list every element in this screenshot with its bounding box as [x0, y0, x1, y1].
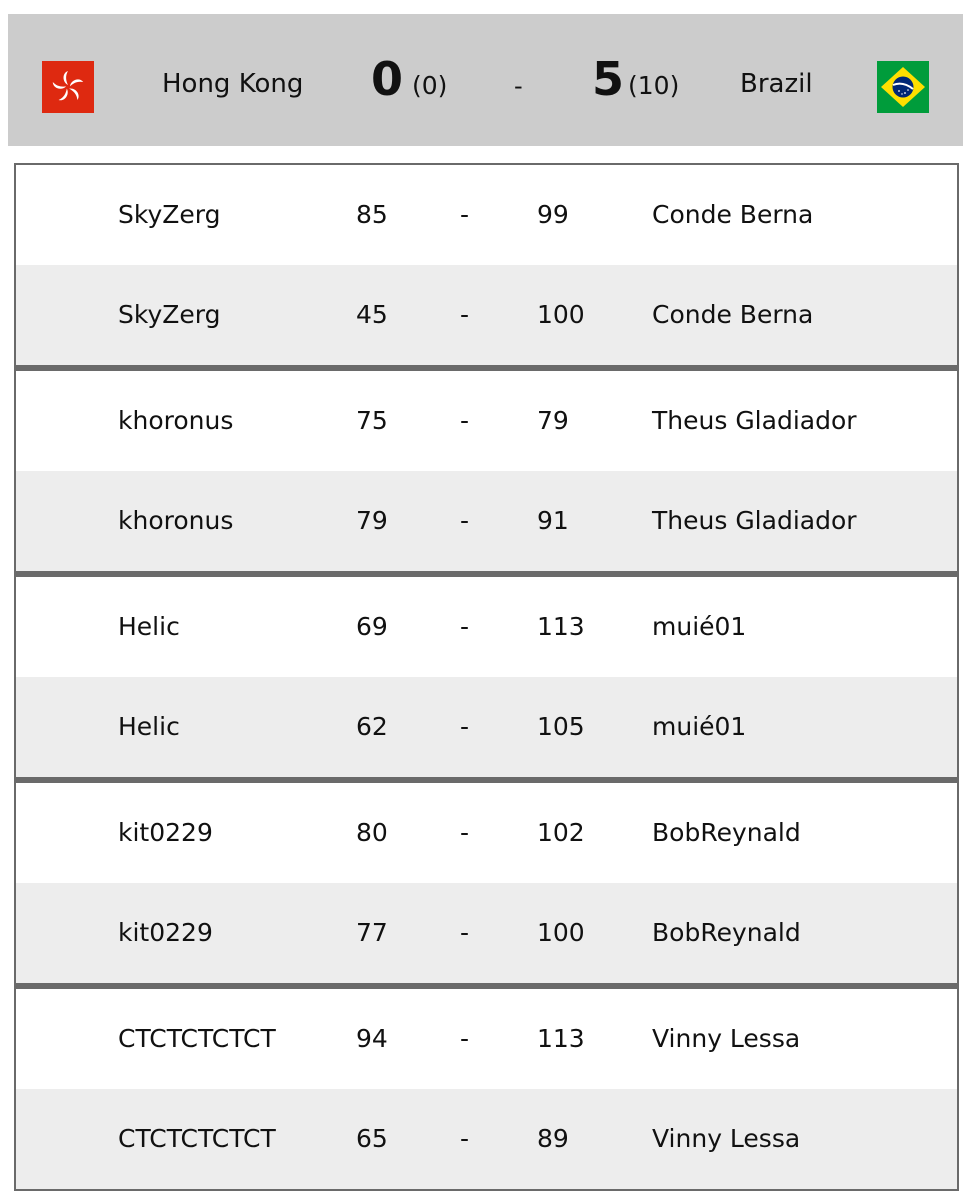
game-group [16, 165, 957, 371]
table-row [16, 1089, 957, 1189]
player-right-name: Theus Gladiador [652, 506, 857, 535]
team-left-map-score: (0) [412, 71, 448, 100]
player-left-name: kit0229 [118, 818, 213, 847]
player-left-name: khoronus [118, 506, 234, 535]
player-left-score: 80 [356, 818, 388, 847]
brazil-flag-icon [877, 61, 929, 113]
player-right-score: 89 [537, 1124, 569, 1153]
player-right-score: 105 [537, 712, 585, 741]
score-separator: - [460, 1024, 470, 1053]
score-separator: - [460, 712, 470, 741]
player-left-name: khoronus [118, 406, 234, 435]
table-row [16, 471, 957, 571]
player-right-score: 113 [537, 1024, 585, 1053]
score-separator: - [460, 1124, 470, 1153]
player-left-score: 65 [356, 1124, 388, 1153]
player-right-name: Conde Berna [652, 300, 814, 329]
player-left-score: 94 [356, 1024, 388, 1053]
player-right-name: muié01 [652, 712, 747, 741]
player-right-name: Theus Gladiador [652, 406, 857, 435]
team-right-map-score: (10) [628, 71, 680, 100]
table-row [16, 265, 957, 365]
player-right-score: 100 [537, 300, 585, 329]
match-header [8, 14, 963, 146]
player-right-score: 113 [537, 612, 585, 641]
table-row [16, 783, 957, 883]
game-group [16, 783, 957, 989]
player-right-score: 99 [537, 200, 569, 229]
game-group [16, 989, 957, 1189]
game-group [16, 371, 957, 577]
player-left-score: 75 [356, 406, 388, 435]
score-separator: - [460, 300, 470, 329]
team-right-score: 5 [592, 52, 625, 106]
score-separator: - [460, 506, 470, 535]
player-right-name: BobReynald [652, 818, 801, 847]
player-left-name: kit0229 [118, 918, 213, 947]
table-row [16, 577, 957, 677]
table-row [16, 677, 957, 777]
player-right-score: 100 [537, 918, 585, 947]
player-right-name: muié01 [652, 612, 747, 641]
player-left-score: 85 [356, 200, 388, 229]
score-separator: - [460, 612, 470, 641]
player-right-score: 91 [537, 506, 569, 535]
player-right-name: Conde Berna [652, 200, 814, 229]
results-table [14, 163, 959, 1191]
table-row [16, 883, 957, 983]
hong-kong-flag-icon [42, 61, 94, 113]
score-separator: - [460, 406, 470, 435]
player-left-name: Helic [118, 712, 180, 741]
team-left-score: 0 [371, 52, 404, 106]
score-separator: - [460, 200, 470, 229]
team-right-name: Brazil [740, 69, 813, 99]
player-right-score: 79 [537, 406, 569, 435]
score-separator: - [514, 72, 523, 100]
table-row [16, 371, 957, 471]
game-group [16, 577, 957, 783]
player-left-name: CTCTCTCTCT [118, 1024, 276, 1053]
player-left-name: Helic [118, 612, 180, 641]
player-right-name: Vinny Lessa [652, 1124, 801, 1153]
player-left-name: SkyZerg [118, 300, 221, 329]
player-right-name: BobReynald [652, 918, 801, 947]
table-row [16, 989, 957, 1089]
player-right-name: Vinny Lessa [652, 1024, 801, 1053]
player-left-score: 45 [356, 300, 388, 329]
player-left-name: SkyZerg [118, 200, 221, 229]
table-row [16, 165, 957, 265]
player-left-name: CTCTCTCTCT [118, 1124, 276, 1153]
player-left-score: 62 [356, 712, 388, 741]
player-left-score: 69 [356, 612, 388, 641]
player-left-score: 77 [356, 918, 388, 947]
score-separator: - [460, 918, 470, 947]
player-left-score: 79 [356, 506, 388, 535]
score-separator: - [460, 818, 470, 847]
player-right-score: 102 [537, 818, 585, 847]
team-left-name: Hong Kong [162, 69, 304, 99]
